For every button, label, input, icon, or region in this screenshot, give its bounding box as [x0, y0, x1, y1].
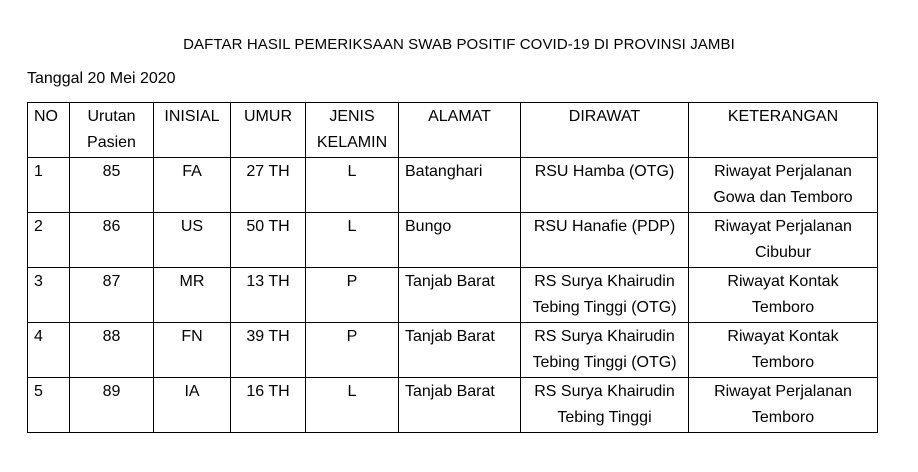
keterangan-line1: Riwayat Kontak: [727, 328, 839, 345]
cell-urutan: 86: [70, 213, 154, 268]
cell-jenis: P: [306, 323, 399, 378]
cell-umur: 13 TH: [231, 268, 306, 323]
cell-keterangan: [689, 268, 878, 323]
cell-inisial: IA: [154, 378, 231, 433]
keterangan-line1: Riwayat Kontak: [727, 273, 839, 290]
cell-urutan: 87: [70, 268, 154, 323]
header-umur: UMUR: [231, 103, 306, 158]
keterangan-line1: Riwayat Perjalanan: [714, 163, 852, 180]
header-alamat: ALAMAT: [399, 103, 521, 158]
cell-dirawat: [521, 268, 689, 323]
cell-umur: 16 TH: [231, 378, 306, 433]
keterangan-line2: Gowa dan Temboro: [713, 189, 853, 206]
header-jenis-kelamin: [306, 103, 399, 158]
cell-alamat: Tanjab Barat: [399, 378, 521, 433]
header-jenis-line2: KELAMIN: [316, 134, 388, 151]
cell-jenis: L: [306, 378, 399, 433]
dirawat-line2: Tebing Tinggi: [557, 409, 652, 426]
keterangan-line2: Cibubur: [754, 244, 812, 261]
cell-keterangan: [689, 213, 878, 268]
dirawat-line1: RSU Hamba (OTG): [534, 163, 675, 180]
cell-no: 3: [28, 268, 70, 323]
dirawat-line1: RS Surya Khairudin: [534, 383, 675, 400]
keterangan-line2: Temboro: [751, 299, 815, 316]
dirawat-line1: RS Surya Khairudin: [534, 328, 675, 345]
table-row: [28, 158, 878, 213]
cell-alamat: Tanjab Barat: [399, 268, 521, 323]
document-date: Tanggal 20 Mei 2020: [27, 70, 176, 87]
header-dirawat: DIRAWAT: [521, 103, 689, 158]
dirawat-line1: RSU Hanafie (PDP): [533, 218, 676, 235]
header-urutan-pasien: [70, 103, 154, 158]
cell-dirawat: [521, 158, 689, 213]
dirawat-line2: Tebing Tinggi (OTG): [532, 354, 677, 371]
cell-inisial: FN: [154, 323, 231, 378]
table-row: [28, 268, 878, 323]
cell-no: 2: [28, 213, 70, 268]
patient-table: [27, 102, 878, 433]
header-jenis-line1: JENIS: [329, 108, 375, 125]
cell-umur: 50 TH: [231, 213, 306, 268]
table-row: [28, 323, 878, 378]
header-urutan-line1: Urutan: [87, 108, 136, 125]
cell-no: 4: [28, 323, 70, 378]
cell-alamat: Bungo: [399, 213, 521, 268]
dirawat-line1: RS Surya Khairudin: [534, 273, 675, 290]
table-row: [28, 378, 878, 433]
header-no: NO: [28, 103, 70, 158]
keterangan-line1: Riwayat Perjalanan: [714, 218, 852, 235]
cell-dirawat: [521, 378, 689, 433]
header-inisial: INISIAL: [154, 103, 231, 158]
cell-dirawat: [521, 323, 689, 378]
cell-jenis: P: [306, 268, 399, 323]
table-row: [28, 213, 878, 268]
keterangan-line2: Temboro: [751, 409, 815, 426]
cell-keterangan: [689, 378, 878, 433]
cell-no: 1: [28, 158, 70, 213]
cell-umur: 39 TH: [231, 323, 306, 378]
cell-umur: 27 TH: [231, 158, 306, 213]
cell-alamat: Batanghari: [399, 158, 521, 213]
header-keterangan: KETERANGAN: [689, 103, 878, 158]
cell-jenis: L: [306, 158, 399, 213]
cell-keterangan: [689, 323, 878, 378]
table-header-row: [28, 103, 878, 158]
cell-keterangan: [689, 158, 878, 213]
cell-urutan: 88: [70, 323, 154, 378]
keterangan-line1: Riwayat Perjalanan: [714, 383, 852, 400]
cell-alamat: Tanjab Barat: [399, 323, 521, 378]
cell-urutan: 89: [70, 378, 154, 433]
document-title: DAFTAR HASIL PEMERIKSAAN SWAB POSITIF COVID-19 DI PROVINSI JAMBI: [183, 36, 735, 53]
cell-no: 5: [28, 378, 70, 433]
cell-urutan: 85: [70, 158, 154, 213]
cell-dirawat: [521, 213, 689, 268]
dirawat-line2: Tebing Tinggi (OTG): [532, 299, 677, 316]
cell-jenis: L: [306, 213, 399, 268]
cell-inisial: US: [154, 213, 231, 268]
header-urutan-line2: Pasien: [87, 134, 136, 151]
keterangan-line2: Temboro: [751, 354, 815, 371]
cell-inisial: FA: [154, 158, 231, 213]
cell-inisial: MR: [154, 268, 231, 323]
